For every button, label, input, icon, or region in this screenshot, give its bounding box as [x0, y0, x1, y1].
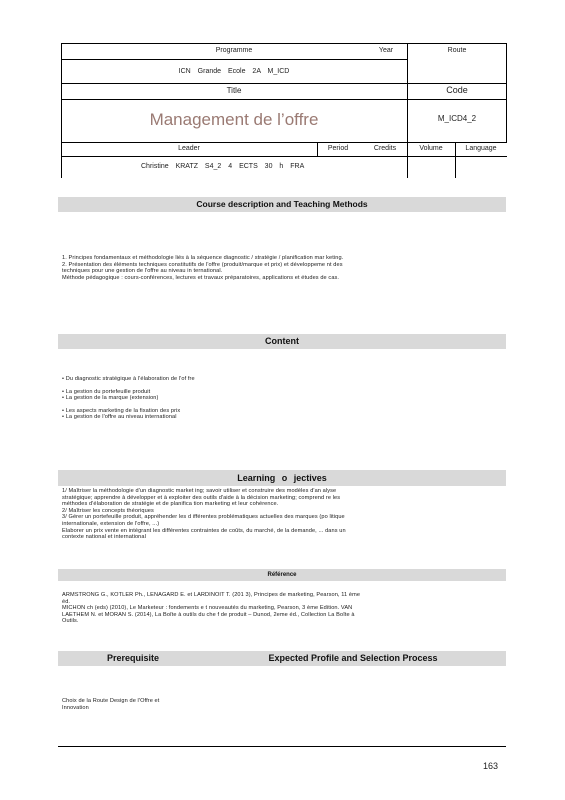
language-label: Language: [465, 145, 497, 152]
reference-text: [62, 592, 506, 625]
course-description-line: techniques pour une gestion de l'offre au niveau in ternational.: [62, 268, 223, 275]
prerequisite-heading: Prerequisite: [106, 653, 160, 663]
content-item: • La gestion de l'offre au niveau international: [62, 414, 177, 421]
period-label: Period: [327, 145, 349, 152]
content-item: • Les aspects marketing de la fixation des prix: [62, 407, 181, 414]
learning-line: stratégique; apprendre à développer et à exploiter des outils d'aide à la décision marketing; comprend re les: [62, 494, 341, 501]
course-header-table: [61, 43, 507, 178]
learning-line: 3/ Gérer un portefeuille produit, appréhender les d ifférentes problématiques actuelles des marques (po litique: [62, 514, 345, 521]
learning-line: 1/ Maîtriser la méthodologie d'un diagnostic market ing; savoir utiliser et construire des modèles d'an alyse: [62, 488, 337, 494]
reference-line: éd.: [62, 598, 71, 605]
learning-line: 2/ Maîtriser les concepts théoriques: [62, 507, 154, 514]
credits-label: Credits: [373, 145, 397, 152]
prerequisite-line: Innovation: [62, 704, 89, 711]
footer-divider: [58, 746, 506, 747]
course-description-line: 2. Présentation des éléments techniques constitutifs de l'offre (produit/marque et prix) et développeme nt des: [62, 261, 343, 268]
code-label: Code: [446, 85, 468, 95]
reference-line: Outils.: [62, 618, 79, 625]
learning-line: contexte national et international: [62, 534, 146, 541]
learning-line: internationale, extension de l'offre, ...): [62, 520, 160, 527]
year-label: Year: [378, 47, 394, 54]
learning-line: Elaborer un prix vente en intégrant les différentes contraintes de coûts, du marché, de la demande, ... dans un: [62, 527, 346, 534]
table-border: [317, 142, 318, 156]
programme-label: Programme: [215, 47, 253, 54]
leader-value: Christine KRATZ S4_2 4 ECTS 30 h FRA: [141, 163, 305, 170]
prerequisite-text: [62, 698, 262, 711]
reference-line: ARMSTRONG G., KOTLER Ph., LENAGARD E. et LARDINOIT T. (201 3), Principes de marketing, Pearson, 11 ème: [62, 592, 361, 598]
programme-value: ICN Grande Ecole 2A M_ICD: [178, 68, 290, 75]
course-title: Management de l’offre: [149, 110, 319, 129]
content-item: • La gestion de la marque (extension): [62, 395, 159, 402]
reference-line: LAETHEM N. et MORAN S. (2014), La Boîte à outils du che f de produit – Dunod, 2eme éd., Collection La Boîte à: [62, 611, 355, 618]
course-description-text: [62, 255, 506, 281]
course-code: M_ICD4_2: [437, 114, 477, 123]
expected-profile-heading: Expected Profile and Selection Process: [268, 653, 438, 663]
leader-label: Leader: [178, 145, 200, 152]
route-label: Route: [447, 47, 467, 54]
reference-heading: Référence: [58, 569, 506, 581]
content-list: [62, 376, 506, 421]
learning-objectives-text: [62, 488, 506, 541]
reference-line: MICHON ch (eds) (2010), Le Marketeur : fondements e t nouveautés du marketing, Pearson, 3 ème Edition. VAN: [62, 605, 353, 612]
table-border: [61, 156, 507, 157]
table-border: [61, 142, 507, 143]
content-heading: Content: [58, 334, 506, 349]
volume-label: Volume: [419, 145, 443, 152]
learning-line: méthodes d'élaboration de stratégie et de planifica tion marketing et leur cohérence.: [62, 501, 279, 508]
learning-objectives-heading: Learning o jectives: [58, 470, 506, 486]
table-border: [61, 99, 507, 100]
page-number: 163: [482, 761, 498, 771]
table-border: [61, 43, 507, 44]
title-label: Title: [226, 86, 242, 95]
course-description-heading: Course description and Teaching Methods: [58, 197, 506, 212]
table-border: [61, 83, 507, 84]
content-item: • La gestion du portefeuille produit: [62, 388, 151, 395]
prerequisite-line: Choix de la Route Design de l'Offre et: [62, 698, 160, 704]
table-border: [61, 59, 407, 60]
content-item: • Du diagnostic stratégique à l'élaboration de l'of fre: [62, 376, 195, 382]
course-description-line: 1. Principes fondamentaux et méthodologie liés à la séquence diagnostic / stratégie / planification mar keting.: [62, 255, 344, 261]
course-description-line: Méthode pédagogique : cours-conférences, lectures et travaux préparatoires, applications et études de cas.: [62, 274, 340, 281]
